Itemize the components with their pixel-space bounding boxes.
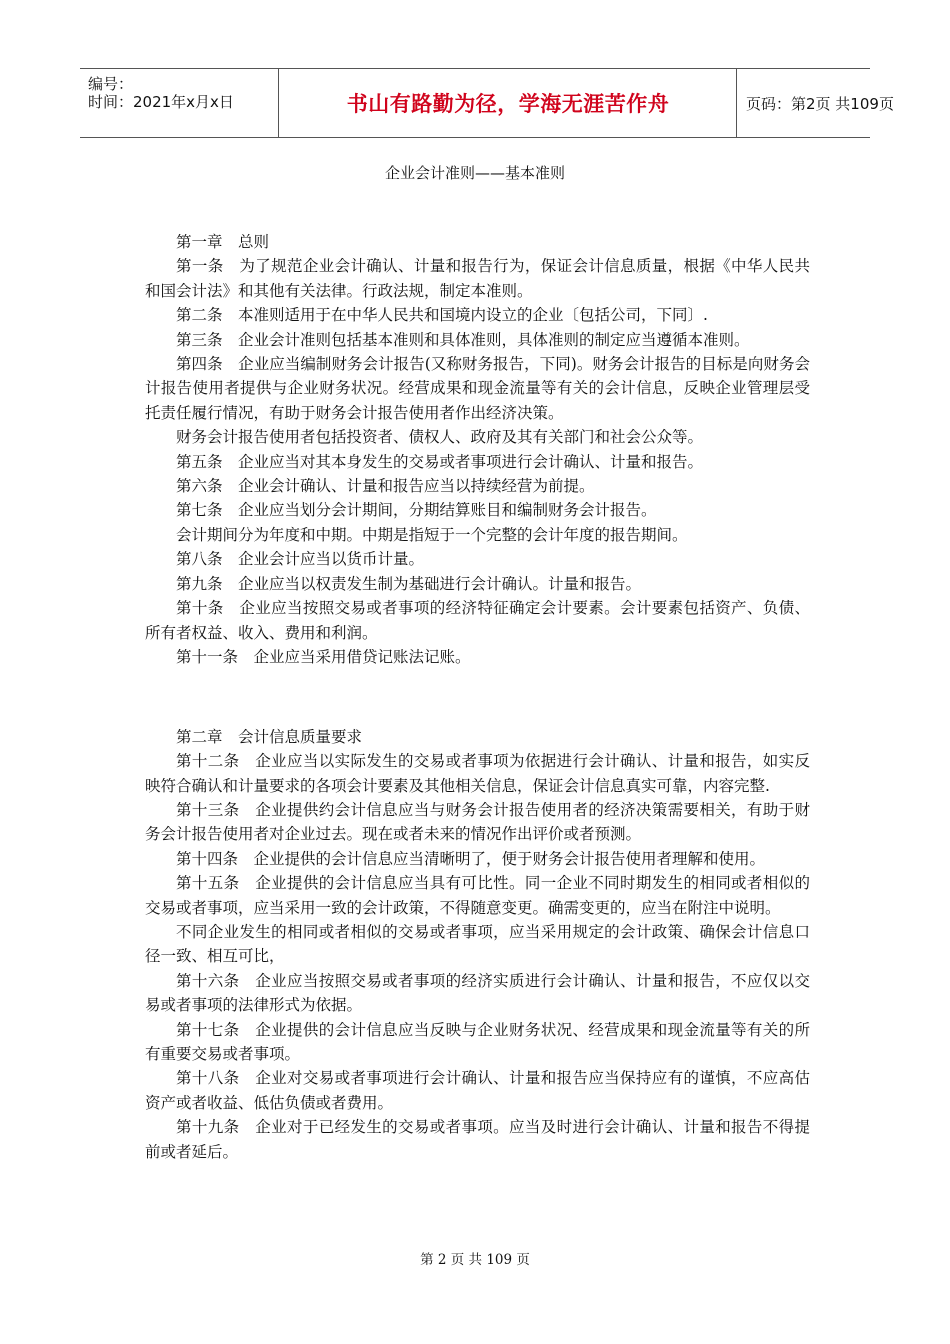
chapter-heading: 第二章 会计信息质量要求: [176, 727, 363, 746]
paragraph: 第十八条 企业对交易或者事项进行会计确认、计量和报告应当保持应有的谨慎，不应高估资产或者收益、低估负债或者费用。: [145, 1069, 810, 1112]
header-page-info: 页码：第2页 共109页: [746, 94, 894, 113]
paragraph: 不同企业发生的相同或者相似的交易或者事项，应当采用规定的会计政策、确保会计信息口径一致、相互可比，: [145, 922, 810, 966]
paragraph: 第一条 为了规范企业会计确认、计量和报告行为，保证会计信息质量，根据《中华人民共和国会计法》和其他有关法律。行政法规，制定本准则。: [145, 257, 810, 300]
date-label: 时间：2021年x月x日: [88, 93, 234, 111]
paragraph: 第九条 企业应当以权责发生制为基础进行会计确认。计量和报告。: [176, 574, 642, 593]
paragraph: 第十五条 企业提供的会计信息应当具有可比性。同一企业不同时期发生的相同或者相似的交易或者事项，应当采用一致的会计政策，不得随意变更。确需变更的，应当在附注中说明。: [145, 874, 810, 917]
document-title: 企业会计准则——基本准则: [384, 164, 565, 182]
document-body: [145, 230, 810, 1164]
paragraph: 第十七条 企业提供的会计信息应当反映与企业财务状况、经营成果和现金流量等有关的所有重要交易或者事项。: [145, 1020, 810, 1063]
paragraph: 第十二条 企业应当以实际发生的交易或者事项为依据进行会计确认、计量和报告，如实反映符合确认和计量要求的各项会计要素及其他相关信息，保证会计信息真实可靠，内容完整.: [145, 752, 810, 795]
page-header: [80, 68, 894, 138]
paragraph: 第五条 企业应当对其本身发生的交易或者事项进行会计确认、计量和报告。: [176, 452, 704, 471]
paragraph: 第二条 本准则适用于在中华人民共和国境内设立的企业〔包括公司，下同〕.: [176, 306, 708, 325]
page-footer: 第 2 页 共 109 页: [420, 1252, 530, 1268]
paragraph: 第三条 企业会计准则包括基本准则和具体准则，具体准则的制定应当遵循本准则。: [176, 330, 750, 349]
paragraph: 第十三条 企业提供约会计信息应当与财务会计报告使用者的经济决策需要相关，有助于财务会计报告使用者对企业过去。现在或者未来的情况作出评价或者预测。: [145, 800, 810, 844]
paragraph: 第十一条 企业应当采用借贷记账法记账。: [176, 647, 471, 666]
paragraph: 第十条 企业应当按照交易或者事项的经济特征确定会计要素。会计要素包括资产、负债、所有者权益、收入、费用和利润。: [145, 599, 810, 642]
paragraph: 第四条 企业应当编制财务会计报告(又称财务报告，下同)。财务会计报告的目标是向财务会计报告使用者提供与企业财务状况。经营成果和现金流量等有关的会计信息，反映企业管理层受托责任履行情况，有助于财务会计报告使用者作出经济决策。: [145, 355, 810, 422]
paragraph: 财务会计报告使用者包括投资者、债权人、政府及其有关部门和社会公众等。: [176, 428, 704, 447]
paragraph: 第八条 企业会计应当以货币计量。: [176, 550, 425, 569]
header-page-cell: [738, 69, 894, 137]
paragraph: 第六条 企业会计确认、计量和报告应当以持续经营为前提。: [176, 477, 595, 496]
chapter-heading: 第一章 总则: [176, 233, 270, 251]
serial-label: 编号：: [88, 75, 134, 93]
paragraph: 第七条 企业应当划分会计期间，分期结算账目和编制财务会计报告。: [176, 501, 657, 520]
paragraph: 第十六条 企业应当按照交易或者事项的经济实质进行会计确认、计量和报告，不应仅以交易或者事项的法律形式为依据。: [145, 971, 810, 1015]
paragraph: 会计期间分为年度和中期。中期是指短于一个完整的会计年度的报告期间。: [176, 525, 688, 544]
paragraph-spacer: [145, 685, 810, 709]
paragraph: 第十九条 企业对于已经发生的交易或者事项。应当及时进行会计确认、计量和报告不得提前或者延后。: [145, 1118, 810, 1161]
motto-text: 书山有路勤为径，学海无涯苦作舟: [346, 92, 670, 116]
paragraph: 第十四条 企业提供的会计信息应当清晰明了，便于财务会计报告使用者理解和使用。: [176, 849, 766, 868]
header-motto-cell: [280, 69, 737, 137]
header-info-cell: [80, 69, 279, 137]
